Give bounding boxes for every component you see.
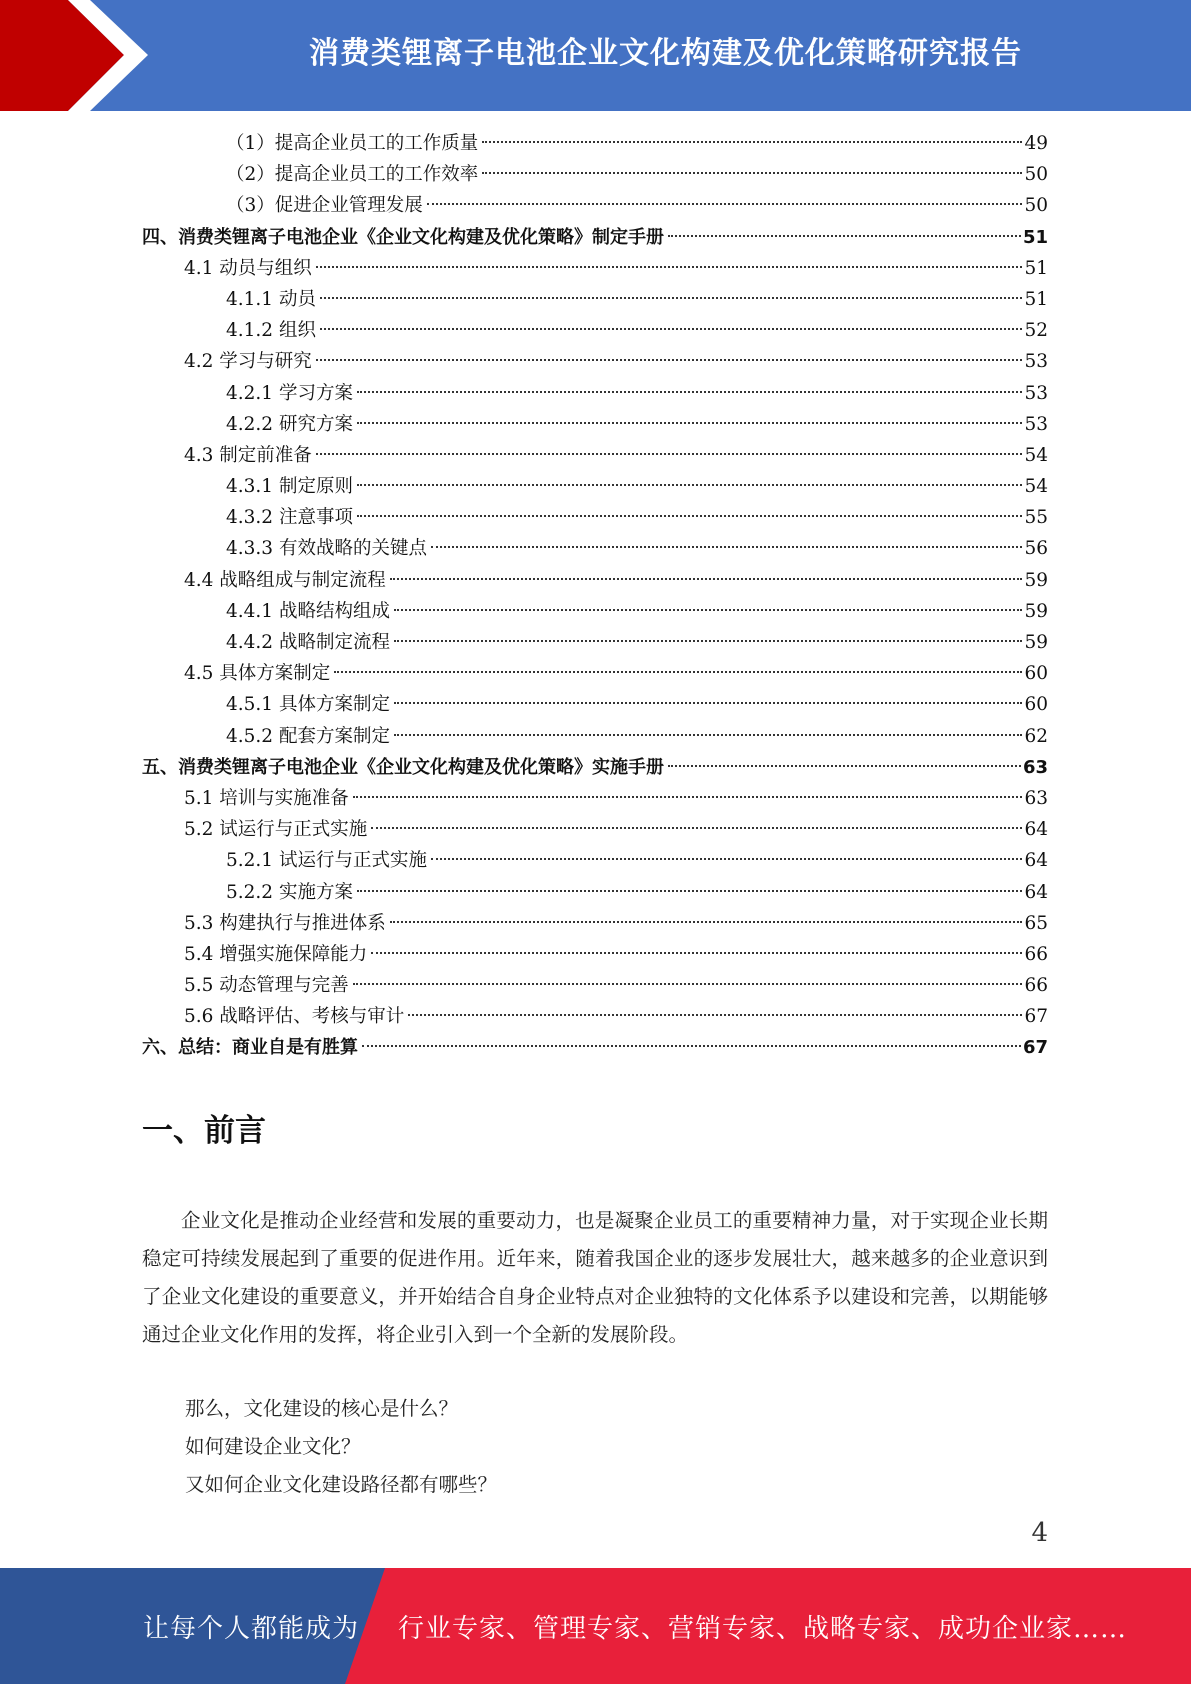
intro-paragraph: 企业文化是推动企业经营和发展的重要动力，也是凝聚企业员工的重要精神力量，对于实现企业长期稳定可持续发展起到了重要的促进作用。近年来，随着我国企业的逐步发展壮大，越来越多的企业意识到了企业文化建设的重要意义，并开始结合自身企业特点对企业独特的文化体系予以建设和完善，以期能够通过企业文化作用的发挥，将企业引入到一个全新的发展阶段。 (142, 1209, 1048, 1346)
toc-leader-dots (357, 890, 1023, 892)
toc-entry[interactable] (142, 939, 1048, 970)
footer-slogan-left: 让每个人都能成为 (143, 1613, 360, 1644)
toc-entry[interactable] (142, 159, 1048, 190)
toc-entry-title: 4.3.1 制定原则 (226, 476, 353, 498)
toc-page-number: 63 (1022, 756, 1048, 778)
toc-entry-title: 六、总结：商业自是有胜算 (142, 1037, 358, 1059)
toc-page-number: 59 (1024, 632, 1048, 653)
toc-entry-title: （3）促进企业管理发展 (226, 195, 423, 217)
toc-page-number: 54 (1024, 444, 1048, 466)
page-header (0, 0, 1191, 111)
toc-page-number: 59 (1024, 600, 1048, 622)
toc-leader-dots (371, 952, 1022, 954)
toc-leader-dots (408, 1014, 1022, 1016)
toc-page-number: 60 (1024, 663, 1048, 685)
toc-page-number: 52 (1024, 320, 1048, 342)
toc-entry-title: 5.6 战略评估、考核与审计 (184, 1006, 405, 1028)
toc-entry[interactable] (142, 783, 1048, 814)
toc-page-number: 55 (1024, 507, 1048, 529)
toc-entry[interactable] (142, 658, 1048, 689)
toc-page-number: 65 (1024, 912, 1048, 934)
toc-leader-dots (357, 484, 1023, 486)
toc-entry[interactable] (142, 128, 1048, 159)
toc-entry[interactable] (142, 845, 1048, 876)
toc-page-number: 64 (1024, 881, 1048, 903)
toc-page-number: 54 (1024, 476, 1048, 498)
toc-chapter-entry[interactable] (142, 1032, 1048, 1063)
toc-page-number: 49 (1024, 133, 1048, 154)
toc-leader-dots (394, 702, 1022, 704)
toc-entry-title: （1）提高企业员工的工作质量 (226, 133, 479, 154)
section-title: 一、前言 (142, 1113, 266, 1149)
footer-slogan-right: 行业专家、管理专家、营销专家、战略专家、成功企业家…… (398, 1613, 1128, 1644)
toc-entry-title: 四、消费类锂离子电池企业《企业文化构建及优化策略》制定手册 (142, 226, 664, 248)
toc-page-number: 64 (1024, 819, 1048, 841)
toc-page-number: 63 (1024, 787, 1048, 809)
toc-leader-dots (320, 297, 1023, 299)
toc-page-number: 64 (1024, 850, 1048, 872)
toc-entry[interactable] (142, 565, 1048, 596)
toc-entry-title: （2）提高企业员工的工作效率 (226, 164, 479, 186)
toc-entry[interactable] (142, 502, 1048, 533)
table-of-contents (142, 128, 1048, 1064)
question-item: 如何建设企业文化？ (185, 1435, 361, 1458)
toc-page-number: 50 (1024, 195, 1048, 217)
toc-leader-dots (357, 391, 1023, 393)
toc-entry[interactable] (142, 908, 1048, 939)
toc-entry-title: 4.5.1 具体方案制定 (226, 694, 390, 716)
toc-leader-dots (371, 827, 1022, 829)
toc-leader-dots (482, 141, 1022, 143)
toc-leader-dots (482, 172, 1022, 174)
toc-entry-title: 4.4.1 战略结构组成 (226, 600, 390, 622)
toc-entry[interactable] (142, 689, 1048, 720)
toc-entry[interactable] (142, 378, 1048, 409)
toc-entry-title: 4.5.2 配套方案制定 (226, 725, 390, 747)
toc-leader-dots (316, 359, 1023, 361)
toc-entry[interactable] (142, 346, 1048, 377)
toc-entry-title: 4.2.2 研究方案 (226, 413, 353, 435)
toc-leader-dots (390, 921, 1023, 923)
toc-entry-title: 5.5 动态管理与完善 (184, 975, 349, 997)
toc-entry[interactable] (142, 721, 1048, 752)
toc-entry-title: 5.4 增强实施保障能力 (184, 943, 368, 965)
toc-entry-title: 5.2 试运行与正式实施 (184, 819, 368, 841)
toc-entry[interactable] (142, 814, 1048, 845)
toc-page-number: 59 (1024, 569, 1048, 591)
toc-entry-title: 5.1 培训与实施准备 (184, 787, 349, 809)
toc-entry-title: 4.4.2 战略制定流程 (226, 632, 390, 653)
toc-leader-dots (362, 1045, 1021, 1047)
toc-entry-title: 4.3.2 注意事项 (226, 507, 353, 529)
toc-entry[interactable] (142, 1001, 1048, 1032)
toc-leader-dots (390, 578, 1023, 580)
toc-entry-title: 4.2 学习与研究 (184, 351, 312, 373)
toc-page-number: 67 (1024, 1006, 1048, 1028)
toc-leader-dots (334, 671, 1022, 673)
toc-entry-title: 五、消费类锂离子电池企业《企业文化构建及优化策略》实施手册 (142, 756, 664, 778)
toc-page-number: 50 (1024, 164, 1048, 186)
toc-entry-title: 5.2.2 实施方案 (226, 881, 353, 903)
toc-leader-dots (357, 515, 1023, 517)
toc-page-number: 51 (1024, 257, 1048, 279)
toc-entry[interactable] (142, 533, 1048, 564)
toc-entry[interactable] (142, 284, 1048, 315)
toc-page-number: 62 (1024, 725, 1048, 747)
toc-page-number: 53 (1024, 351, 1048, 373)
toc-leader-dots (316, 266, 1023, 268)
toc-leader-dots (431, 858, 1022, 860)
toc-entry-title: 5.2.1 试运行与正式实施 (226, 850, 427, 872)
toc-entry-title: 4.3.3 有效战略的关键点 (226, 538, 427, 560)
toc-entry[interactable] (142, 970, 1048, 1001)
question-item: 那么，文化建设的核心是什么？ (185, 1397, 459, 1420)
toc-entry-title: 5.3 构建执行与推进体系 (184, 912, 386, 934)
toc-leader-dots (353, 983, 1023, 985)
question-item: 又如何企业文化建设路径都有哪些？ (185, 1473, 498, 1496)
toc-page-number: 60 (1024, 694, 1048, 716)
toc-page-number: 53 (1024, 413, 1048, 435)
toc-page-number: 66 (1024, 975, 1048, 997)
toc-entry[interactable] (142, 596, 1048, 627)
toc-entry-title: 4.2.1 学习方案 (226, 382, 353, 404)
toc-leader-dots (316, 453, 1023, 455)
toc-chapter-entry[interactable] (142, 222, 1048, 253)
question-list (185, 1390, 497, 1504)
toc-entry-title: 4.4 战略组成与制定流程 (184, 569, 386, 591)
toc-page-number: 51 (1022, 226, 1048, 248)
toc-page-number: 53 (1024, 382, 1048, 404)
toc-leader-dots (394, 734, 1022, 736)
toc-entry-title: 4.1.2 组织 (226, 320, 316, 342)
toc-entry[interactable] (142, 253, 1048, 284)
toc-entry[interactable] (142, 315, 1048, 346)
toc-entry[interactable] (142, 627, 1048, 658)
toc-leader-dots (427, 203, 1023, 205)
toc-leader-dots (320, 328, 1023, 330)
toc-leader-dots (353, 796, 1023, 798)
toc-entry[interactable] (142, 440, 1048, 471)
toc-entry[interactable] (142, 877, 1048, 908)
toc-leader-dots (431, 546, 1022, 548)
toc-entry[interactable] (142, 190, 1048, 221)
header-title: 消费类锂离子电池企业文化构建及优化策略研究报告 (309, 36, 1022, 71)
toc-entry[interactable] (142, 471, 1048, 502)
toc-page-number: 51 (1024, 288, 1048, 310)
toc-entry-title: 4.3 制定前准备 (184, 444, 312, 466)
toc-leader-dots (394, 609, 1022, 611)
toc-page-number: 66 (1024, 943, 1048, 965)
toc-chapter-entry[interactable] (142, 752, 1048, 783)
toc-page-number: 67 (1022, 1037, 1048, 1059)
page-number: 4 (1031, 1518, 1048, 1548)
toc-entry[interactable] (142, 409, 1048, 440)
toc-entry-title: 4.1 动员与组织 (184, 257, 312, 279)
toc-leader-dots (668, 765, 1021, 767)
toc-page-number: 56 (1024, 538, 1048, 560)
toc-leader-dots (668, 235, 1021, 237)
page-footer (0, 1568, 1191, 1684)
toc-leader-dots (357, 422, 1023, 424)
toc-entry-title: 4.1.1 动员 (226, 288, 316, 310)
toc-entry-title: 4.5 具体方案制定 (184, 663, 331, 685)
toc-leader-dots (394, 640, 1022, 642)
